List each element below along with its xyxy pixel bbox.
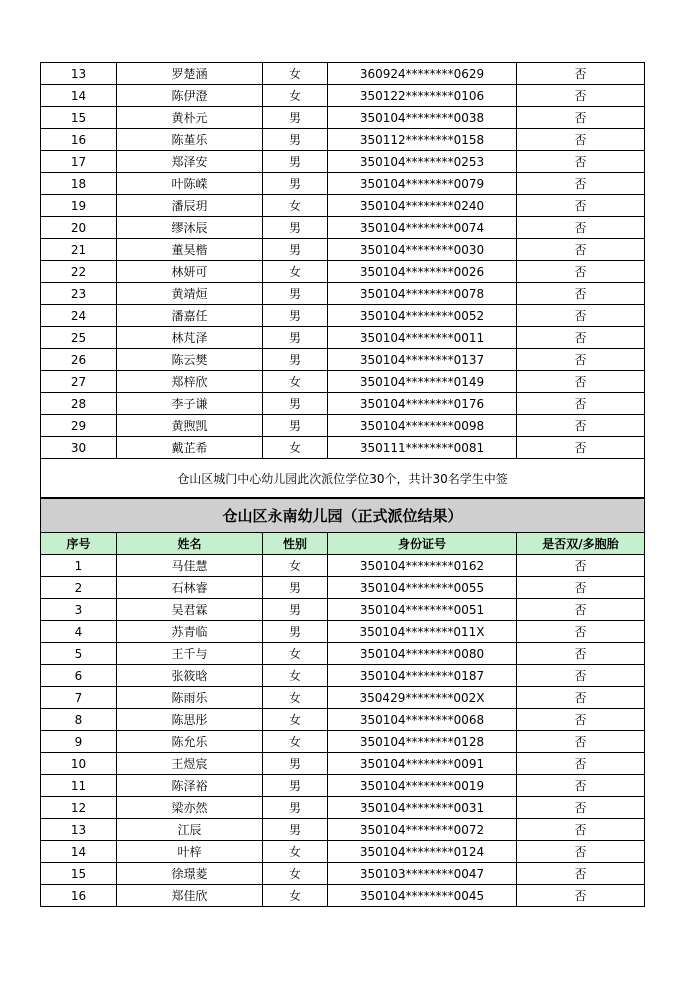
table-row xyxy=(41,841,645,863)
cell-name: 王煜宸 xyxy=(117,753,263,775)
cell-gender: 女 xyxy=(263,261,328,283)
cell-multi: 否 xyxy=(517,577,645,599)
cell-id: 350104********0149 xyxy=(328,371,517,393)
cell-gender: 女 xyxy=(263,863,328,885)
table-row xyxy=(41,753,645,775)
cell-id: 350104********0019 xyxy=(328,775,517,797)
cell-no: 22 xyxy=(41,261,117,283)
cell-multi: 否 xyxy=(517,85,645,107)
cell-name: 王千与 xyxy=(117,643,263,665)
table-row xyxy=(41,687,645,709)
cell-no: 4 xyxy=(41,621,117,643)
cell-no: 12 xyxy=(41,797,117,819)
cell-id: 350104********0098 xyxy=(328,415,517,437)
cell-multi: 否 xyxy=(517,643,645,665)
cell-no: 28 xyxy=(41,393,117,415)
cell-name: 陈允乐 xyxy=(117,731,263,753)
cell-no: 27 xyxy=(41,371,117,393)
cell-no: 3 xyxy=(41,599,117,621)
cell-name: 石林睿 xyxy=(117,577,263,599)
cell-name: 陈雨乐 xyxy=(117,687,263,709)
cell-multi: 否 xyxy=(517,709,645,731)
cell-id: 350104********0068 xyxy=(328,709,517,731)
table-row xyxy=(41,327,645,349)
cell-no: 8 xyxy=(41,709,117,731)
cell-no: 17 xyxy=(41,151,117,173)
cell-id: 350104********0072 xyxy=(328,819,517,841)
summary-row xyxy=(41,459,645,498)
table-row xyxy=(41,731,645,753)
cell-multi: 否 xyxy=(517,63,645,85)
table-row xyxy=(41,885,645,907)
cell-multi: 否 xyxy=(517,599,645,621)
cell-no: 1 xyxy=(41,555,117,577)
table-row xyxy=(41,63,645,85)
cell-no: 13 xyxy=(41,819,117,841)
table-row xyxy=(41,151,645,173)
cell-gender: 女 xyxy=(263,665,328,687)
cell-no: 25 xyxy=(41,327,117,349)
cell-name: 张筱晗 xyxy=(117,665,263,687)
cell-gender: 男 xyxy=(263,217,328,239)
table-row xyxy=(41,85,645,107)
cell-id: 350104********0162 xyxy=(328,555,517,577)
header-gender: 性别 xyxy=(263,533,328,555)
cell-no: 14 xyxy=(41,85,117,107)
table-row xyxy=(41,371,645,393)
cell-multi: 否 xyxy=(517,863,645,885)
cell-name: 董昊楷 xyxy=(117,239,263,261)
cell-no: 14 xyxy=(41,841,117,863)
cell-gender: 女 xyxy=(263,709,328,731)
cell-multi: 否 xyxy=(517,621,645,643)
cell-no: 29 xyxy=(41,415,117,437)
cell-no: 2 xyxy=(41,577,117,599)
chengmen-result-body xyxy=(41,63,645,459)
cell-no: 16 xyxy=(41,129,117,151)
cell-gender: 男 xyxy=(263,753,328,775)
cell-id: 350104********0137 xyxy=(328,349,517,371)
cell-gender: 女 xyxy=(263,643,328,665)
cell-no: 20 xyxy=(41,217,117,239)
cell-id: 350104********0052 xyxy=(328,305,517,327)
header-name: 姓名 xyxy=(117,533,263,555)
table-row xyxy=(41,797,645,819)
cell-name: 缪沐辰 xyxy=(117,217,263,239)
cell-id: 350104********0128 xyxy=(328,731,517,753)
cell-name: 黄靖烜 xyxy=(117,283,263,305)
cell-id: 350104********0030 xyxy=(328,239,517,261)
section-title-row xyxy=(41,499,645,533)
cell-id: 350104********0240 xyxy=(328,195,517,217)
cell-id: 350104********0080 xyxy=(328,643,517,665)
cell-id: 350104********0253 xyxy=(328,151,517,173)
cell-multi: 否 xyxy=(517,775,645,797)
cell-multi: 否 xyxy=(517,239,645,261)
table-row xyxy=(41,775,645,797)
cell-id: 350104********0074 xyxy=(328,217,517,239)
cell-gender: 女 xyxy=(263,841,328,863)
cell-no: 7 xyxy=(41,687,117,709)
cell-gender: 女 xyxy=(263,63,328,85)
cell-no: 5 xyxy=(41,643,117,665)
cell-gender: 男 xyxy=(263,129,328,151)
cell-gender: 女 xyxy=(263,885,328,907)
cell-multi: 否 xyxy=(517,283,645,305)
cell-no: 6 xyxy=(41,665,117,687)
cell-multi: 否 xyxy=(517,217,645,239)
cell-multi: 否 xyxy=(517,437,645,459)
cell-gender: 男 xyxy=(263,349,328,371)
table-row xyxy=(41,239,645,261)
cell-name: 陈泽裕 xyxy=(117,775,263,797)
table-row xyxy=(41,599,645,621)
yongnan-result-body xyxy=(41,555,645,907)
cell-name: 黄朴元 xyxy=(117,107,263,129)
cell-name: 郑佳欣 xyxy=(117,885,263,907)
cell-name: 林妍可 xyxy=(117,261,263,283)
cell-gender: 男 xyxy=(263,151,328,173)
cell-name: 潘嘉任 xyxy=(117,305,263,327)
column-header-row xyxy=(41,533,645,555)
cell-multi: 否 xyxy=(517,393,645,415)
cell-multi: 否 xyxy=(517,797,645,819)
cell-multi: 否 xyxy=(517,885,645,907)
cell-no: 16 xyxy=(41,885,117,907)
cell-no: 11 xyxy=(41,775,117,797)
cell-gender: 女 xyxy=(263,687,328,709)
cell-gender: 女 xyxy=(263,85,328,107)
cell-no: 21 xyxy=(41,239,117,261)
cell-gender: 男 xyxy=(263,393,328,415)
cell-multi: 否 xyxy=(517,819,645,841)
cell-gender: 女 xyxy=(263,437,328,459)
cell-gender: 女 xyxy=(263,195,328,217)
cell-multi: 否 xyxy=(517,173,645,195)
cell-multi: 否 xyxy=(517,687,645,709)
table-row xyxy=(41,129,645,151)
header-id: 身份证号 xyxy=(328,533,517,555)
table-row xyxy=(41,621,645,643)
cell-multi: 否 xyxy=(517,731,645,753)
cell-gender: 男 xyxy=(263,327,328,349)
table-row xyxy=(41,437,645,459)
cell-id: 350104********0026 xyxy=(328,261,517,283)
cell-multi: 否 xyxy=(517,129,645,151)
cell-no: 26 xyxy=(41,349,117,371)
cell-no: 9 xyxy=(41,731,117,753)
cell-id: 350104********011X xyxy=(328,621,517,643)
cell-id: 350104********0031 xyxy=(328,797,517,819)
table-row xyxy=(41,195,645,217)
table-row xyxy=(41,665,645,687)
cell-name: 戴芷希 xyxy=(117,437,263,459)
cell-multi: 否 xyxy=(517,371,645,393)
cell-no: 13 xyxy=(41,63,117,85)
cell-id: 350104********0091 xyxy=(328,753,517,775)
cell-gender: 男 xyxy=(263,173,328,195)
cell-no: 23 xyxy=(41,283,117,305)
cell-name: 罗楚涵 xyxy=(117,63,263,85)
table-row xyxy=(41,709,645,731)
cell-no: 15 xyxy=(41,863,117,885)
cell-id: 350111********0081 xyxy=(328,437,517,459)
table-row xyxy=(41,555,645,577)
cell-name: 陈云樊 xyxy=(117,349,263,371)
table-row xyxy=(41,261,645,283)
cell-id: 350104********0187 xyxy=(328,665,517,687)
cell-name: 叶梓 xyxy=(117,841,263,863)
cell-id: 350104********0051 xyxy=(328,599,517,621)
cell-gender: 男 xyxy=(263,283,328,305)
cell-name: 苏青临 xyxy=(117,621,263,643)
cell-name: 郑梓欣 xyxy=(117,371,263,393)
header-no: 序号 xyxy=(41,533,117,555)
table-row xyxy=(41,643,645,665)
cell-no: 10 xyxy=(41,753,117,775)
cell-multi: 否 xyxy=(517,555,645,577)
cell-no: 19 xyxy=(41,195,117,217)
cell-gender: 男 xyxy=(263,239,328,261)
cell-id: 350103********0047 xyxy=(328,863,517,885)
cell-id: 350112********0158 xyxy=(328,129,517,151)
cell-id: 350429********002X xyxy=(328,687,517,709)
cell-gender: 男 xyxy=(263,621,328,643)
table-row xyxy=(41,217,645,239)
cell-gender: 男 xyxy=(263,819,328,841)
table-row xyxy=(41,305,645,327)
cell-id: 350104********0055 xyxy=(328,577,517,599)
cell-id: 350104********0124 xyxy=(328,841,517,863)
cell-name: 郑泽安 xyxy=(117,151,263,173)
table-row xyxy=(41,819,645,841)
cell-name: 江辰 xyxy=(117,819,263,841)
table-row xyxy=(41,863,645,885)
cell-id: 350122********0106 xyxy=(328,85,517,107)
cell-id: 350104********0038 xyxy=(328,107,517,129)
table-row xyxy=(41,415,645,437)
cell-multi: 否 xyxy=(517,261,645,283)
cell-multi: 否 xyxy=(517,415,645,437)
cell-multi: 否 xyxy=(517,753,645,775)
table-row xyxy=(41,107,645,129)
cell-name: 陈思彤 xyxy=(117,709,263,731)
cell-multi: 否 xyxy=(517,327,645,349)
cell-name: 叶陈嵘 xyxy=(117,173,263,195)
yongnan-result-table xyxy=(40,498,645,907)
cell-gender: 男 xyxy=(263,415,328,437)
cell-id: 350104********0011 xyxy=(328,327,517,349)
cell-name: 陈堇乐 xyxy=(117,129,263,151)
cell-multi: 否 xyxy=(517,841,645,863)
cell-id: 360924********0629 xyxy=(328,63,517,85)
table-row xyxy=(41,349,645,371)
cell-id: 350104********0078 xyxy=(328,283,517,305)
cell-name: 徐璟菱 xyxy=(117,863,263,885)
cell-multi: 否 xyxy=(517,665,645,687)
cell-name: 吴君霖 xyxy=(117,599,263,621)
chengmen-result-table xyxy=(40,62,645,498)
cell-multi: 否 xyxy=(517,349,645,371)
cell-no: 30 xyxy=(41,437,117,459)
allocation-summary: 仓山区城门中心幼儿园此次派位学位30个，共计30名学生中签 xyxy=(41,459,645,498)
table-row xyxy=(41,283,645,305)
cell-gender: 男 xyxy=(263,599,328,621)
cell-multi: 否 xyxy=(517,305,645,327)
cell-no: 15 xyxy=(41,107,117,129)
section-title: 仓山区永南幼儿园（正式派位结果） xyxy=(41,499,645,533)
cell-name: 林芃泽 xyxy=(117,327,263,349)
cell-name: 马佳慧 xyxy=(117,555,263,577)
cell-name: 潘辰玥 xyxy=(117,195,263,217)
header-multi: 是否双/多胞胎 xyxy=(517,533,645,555)
table-row xyxy=(41,577,645,599)
cell-multi: 否 xyxy=(517,195,645,217)
cell-gender: 女 xyxy=(263,371,328,393)
cell-name: 李子谦 xyxy=(117,393,263,415)
cell-multi: 否 xyxy=(517,107,645,129)
cell-no: 24 xyxy=(41,305,117,327)
cell-no: 18 xyxy=(41,173,117,195)
cell-gender: 男 xyxy=(263,797,328,819)
table-row xyxy=(41,393,645,415)
cell-gender: 男 xyxy=(263,305,328,327)
cell-name: 黄煦凯 xyxy=(117,415,263,437)
cell-id: 350104********0176 xyxy=(328,393,517,415)
cell-name: 梁亦然 xyxy=(117,797,263,819)
cell-gender: 女 xyxy=(263,555,328,577)
cell-gender: 男 xyxy=(263,577,328,599)
cell-gender: 男 xyxy=(263,775,328,797)
cell-multi: 否 xyxy=(517,151,645,173)
cell-name: 陈伊澄 xyxy=(117,85,263,107)
cell-gender: 女 xyxy=(263,731,328,753)
cell-gender: 男 xyxy=(263,107,328,129)
cell-id: 350104********0045 xyxy=(328,885,517,907)
cell-id: 350104********0079 xyxy=(328,173,517,195)
table-row xyxy=(41,173,645,195)
